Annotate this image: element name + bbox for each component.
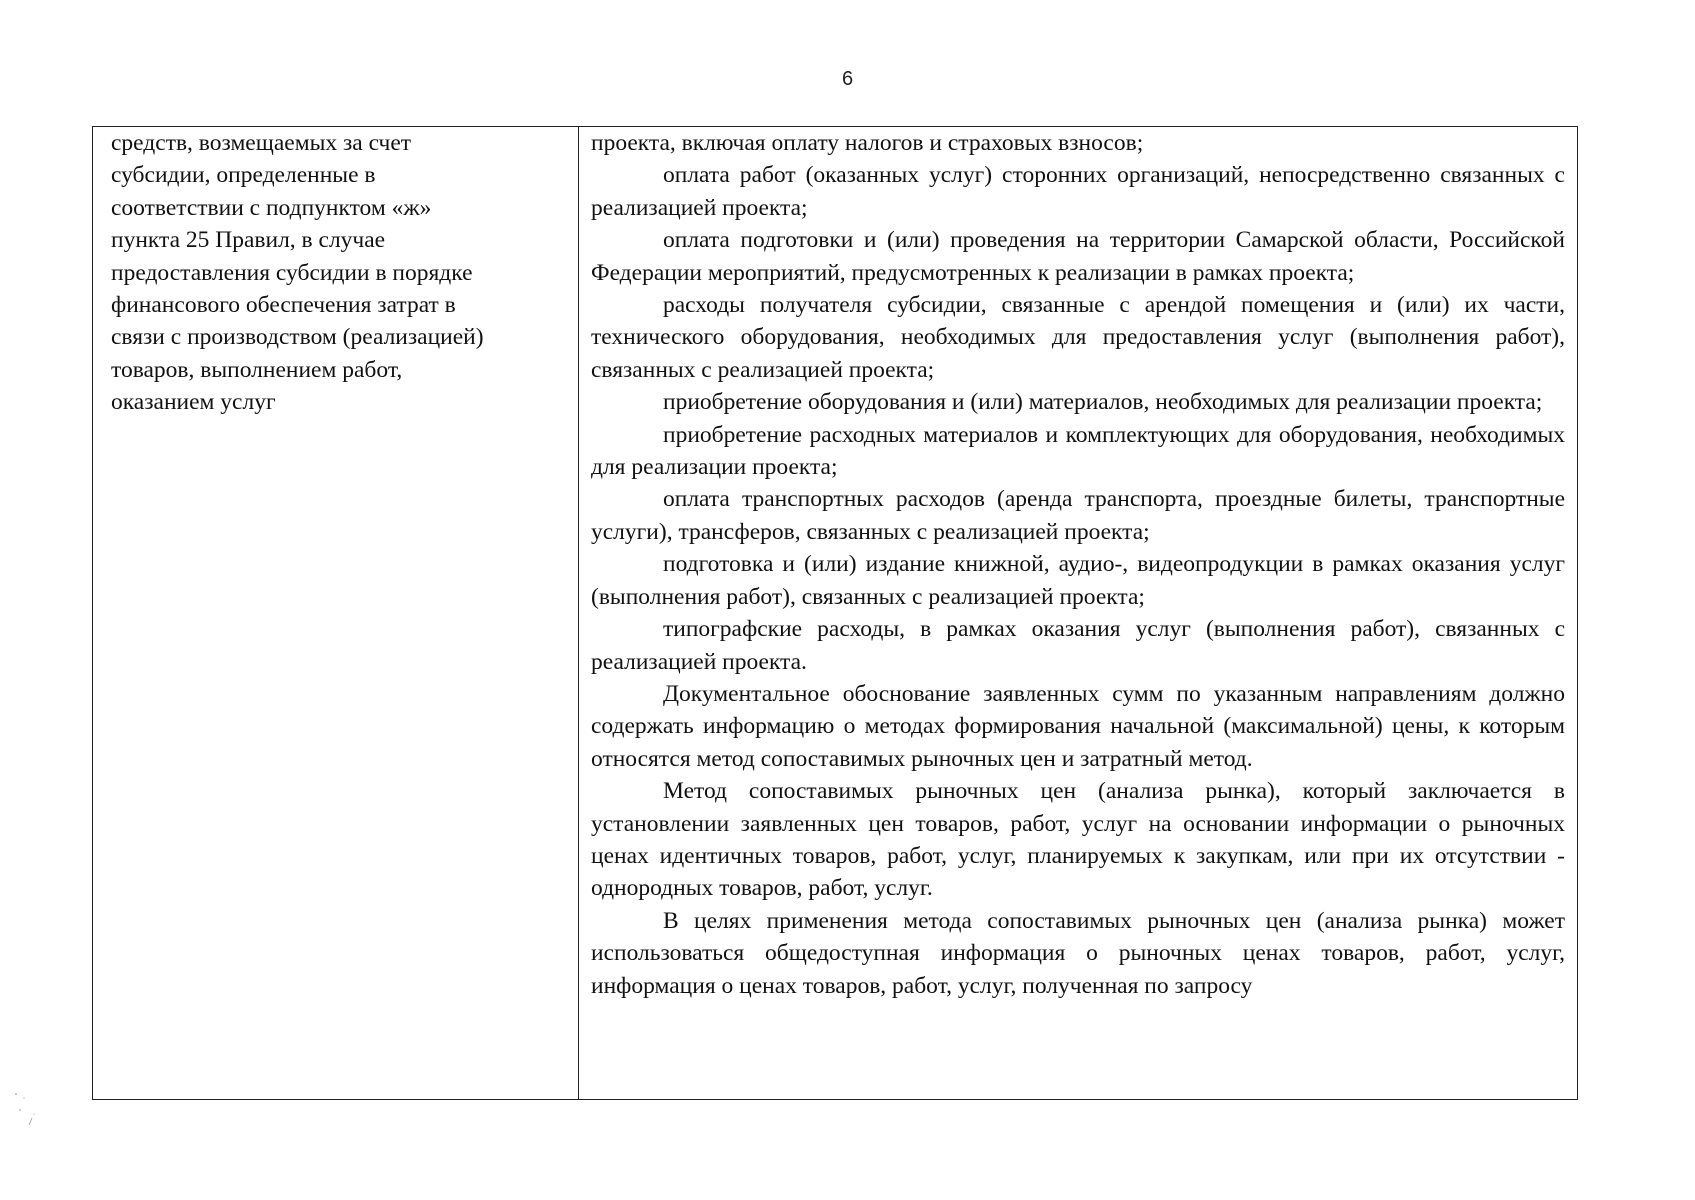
- paragraph: приобретение расходных материалов и комплектующих для оборудования, необходимых для реализации проекта;: [591, 421, 1565, 481]
- page-number: 6: [841, 68, 854, 90]
- paragraph: Документальное обоснование заявленных сумм по указанным направлениям должно содержать информацию о методах формирования начальной (максимальной) цены, к которым относятся метод сопоставимых рыночных цен и затратный метод.: [591, 680, 1565, 772]
- left-line: субсидии, определенные в: [111, 162, 376, 189]
- left-line: соответствии с подпунктом «ж»: [111, 194, 432, 221]
- left-cell-text: [111, 127, 568, 419]
- paragraph: подготовка и (или) издание книжной, аудио-, видеопродукции в рамках оказания услуг (выполнения работ), связанных с реализацией проекта;: [591, 551, 1565, 610]
- left-line: пункта 25 Правил, в случае: [111, 227, 386, 254]
- paragraph: расходы получателя субсидии, связанные с арендой помещения и (или) их части, технического оборудования, необходимых для предоставления услуг (выполнения работ), связанных с реализацией проекта;: [591, 292, 1565, 383]
- paragraph: оплата работ (оказанных услуг) сторонних организаций, непосредственно связанных с реализацией проекта;: [591, 162, 1565, 221]
- scan-noise-marks: [10, 1088, 40, 1138]
- document-table: [92, 126, 1578, 1100]
- table-cell-left: [93, 127, 579, 1099]
- left-line: средств, возмещаемых за счет: [111, 130, 412, 156]
- paragraph: В целях применения метода сопоставимых рыночных цен (анализа рынка) может использоваться общедоступная информация о рыночных ценах товаров, работ, услуг, информация о ценах товаров, работ, услуг, полученная по запросу: [591, 907, 1565, 999]
- paragraph: оплата подготовки и (или) проведения на территории Самарской области, Российской Федерации мероприятий, предусмотренных к реализации в рамках проекта;: [591, 227, 1565, 286]
- paragraph: Метод сопоставимых рыночных цен (анализа рынка), который заключается в установлении заявленных цен товаров, работ, услуг на основании информации о рыночных ценах идентичных товаров, работ, услуг, планируемых к закупкам, или при их отсутствии - однородных товаров, работ, услуг.: [591, 778, 1565, 902]
- paragraph: оплата транспортных расходов (аренда транспорта, проездные билеты, транспортные услуги), трансферов, связанных с реализацией проекта;: [591, 486, 1565, 545]
- paragraph: проекта, включая оплату налогов и страховых взносов;: [591, 130, 1144, 156]
- left-line: предоставления субсидии в порядке: [111, 259, 473, 286]
- left-line: финансового обеспечения затрат в: [111, 292, 456, 319]
- paragraph: приобретение оборудования и (или) материалов, необходимых для реализации проекта;: [663, 389, 1543, 416]
- paragraph: типографские расходы, в рамках оказания услуг (выполнения работ), связанных с реализацией проекта.: [591, 616, 1565, 675]
- left-line: товаров, выполнением работ,: [111, 356, 403, 383]
- left-line: оказанием услуг: [111, 389, 276, 416]
- left-line: связи с производством (реализацией): [111, 324, 484, 351]
- table-cell-right: [579, 127, 1577, 1099]
